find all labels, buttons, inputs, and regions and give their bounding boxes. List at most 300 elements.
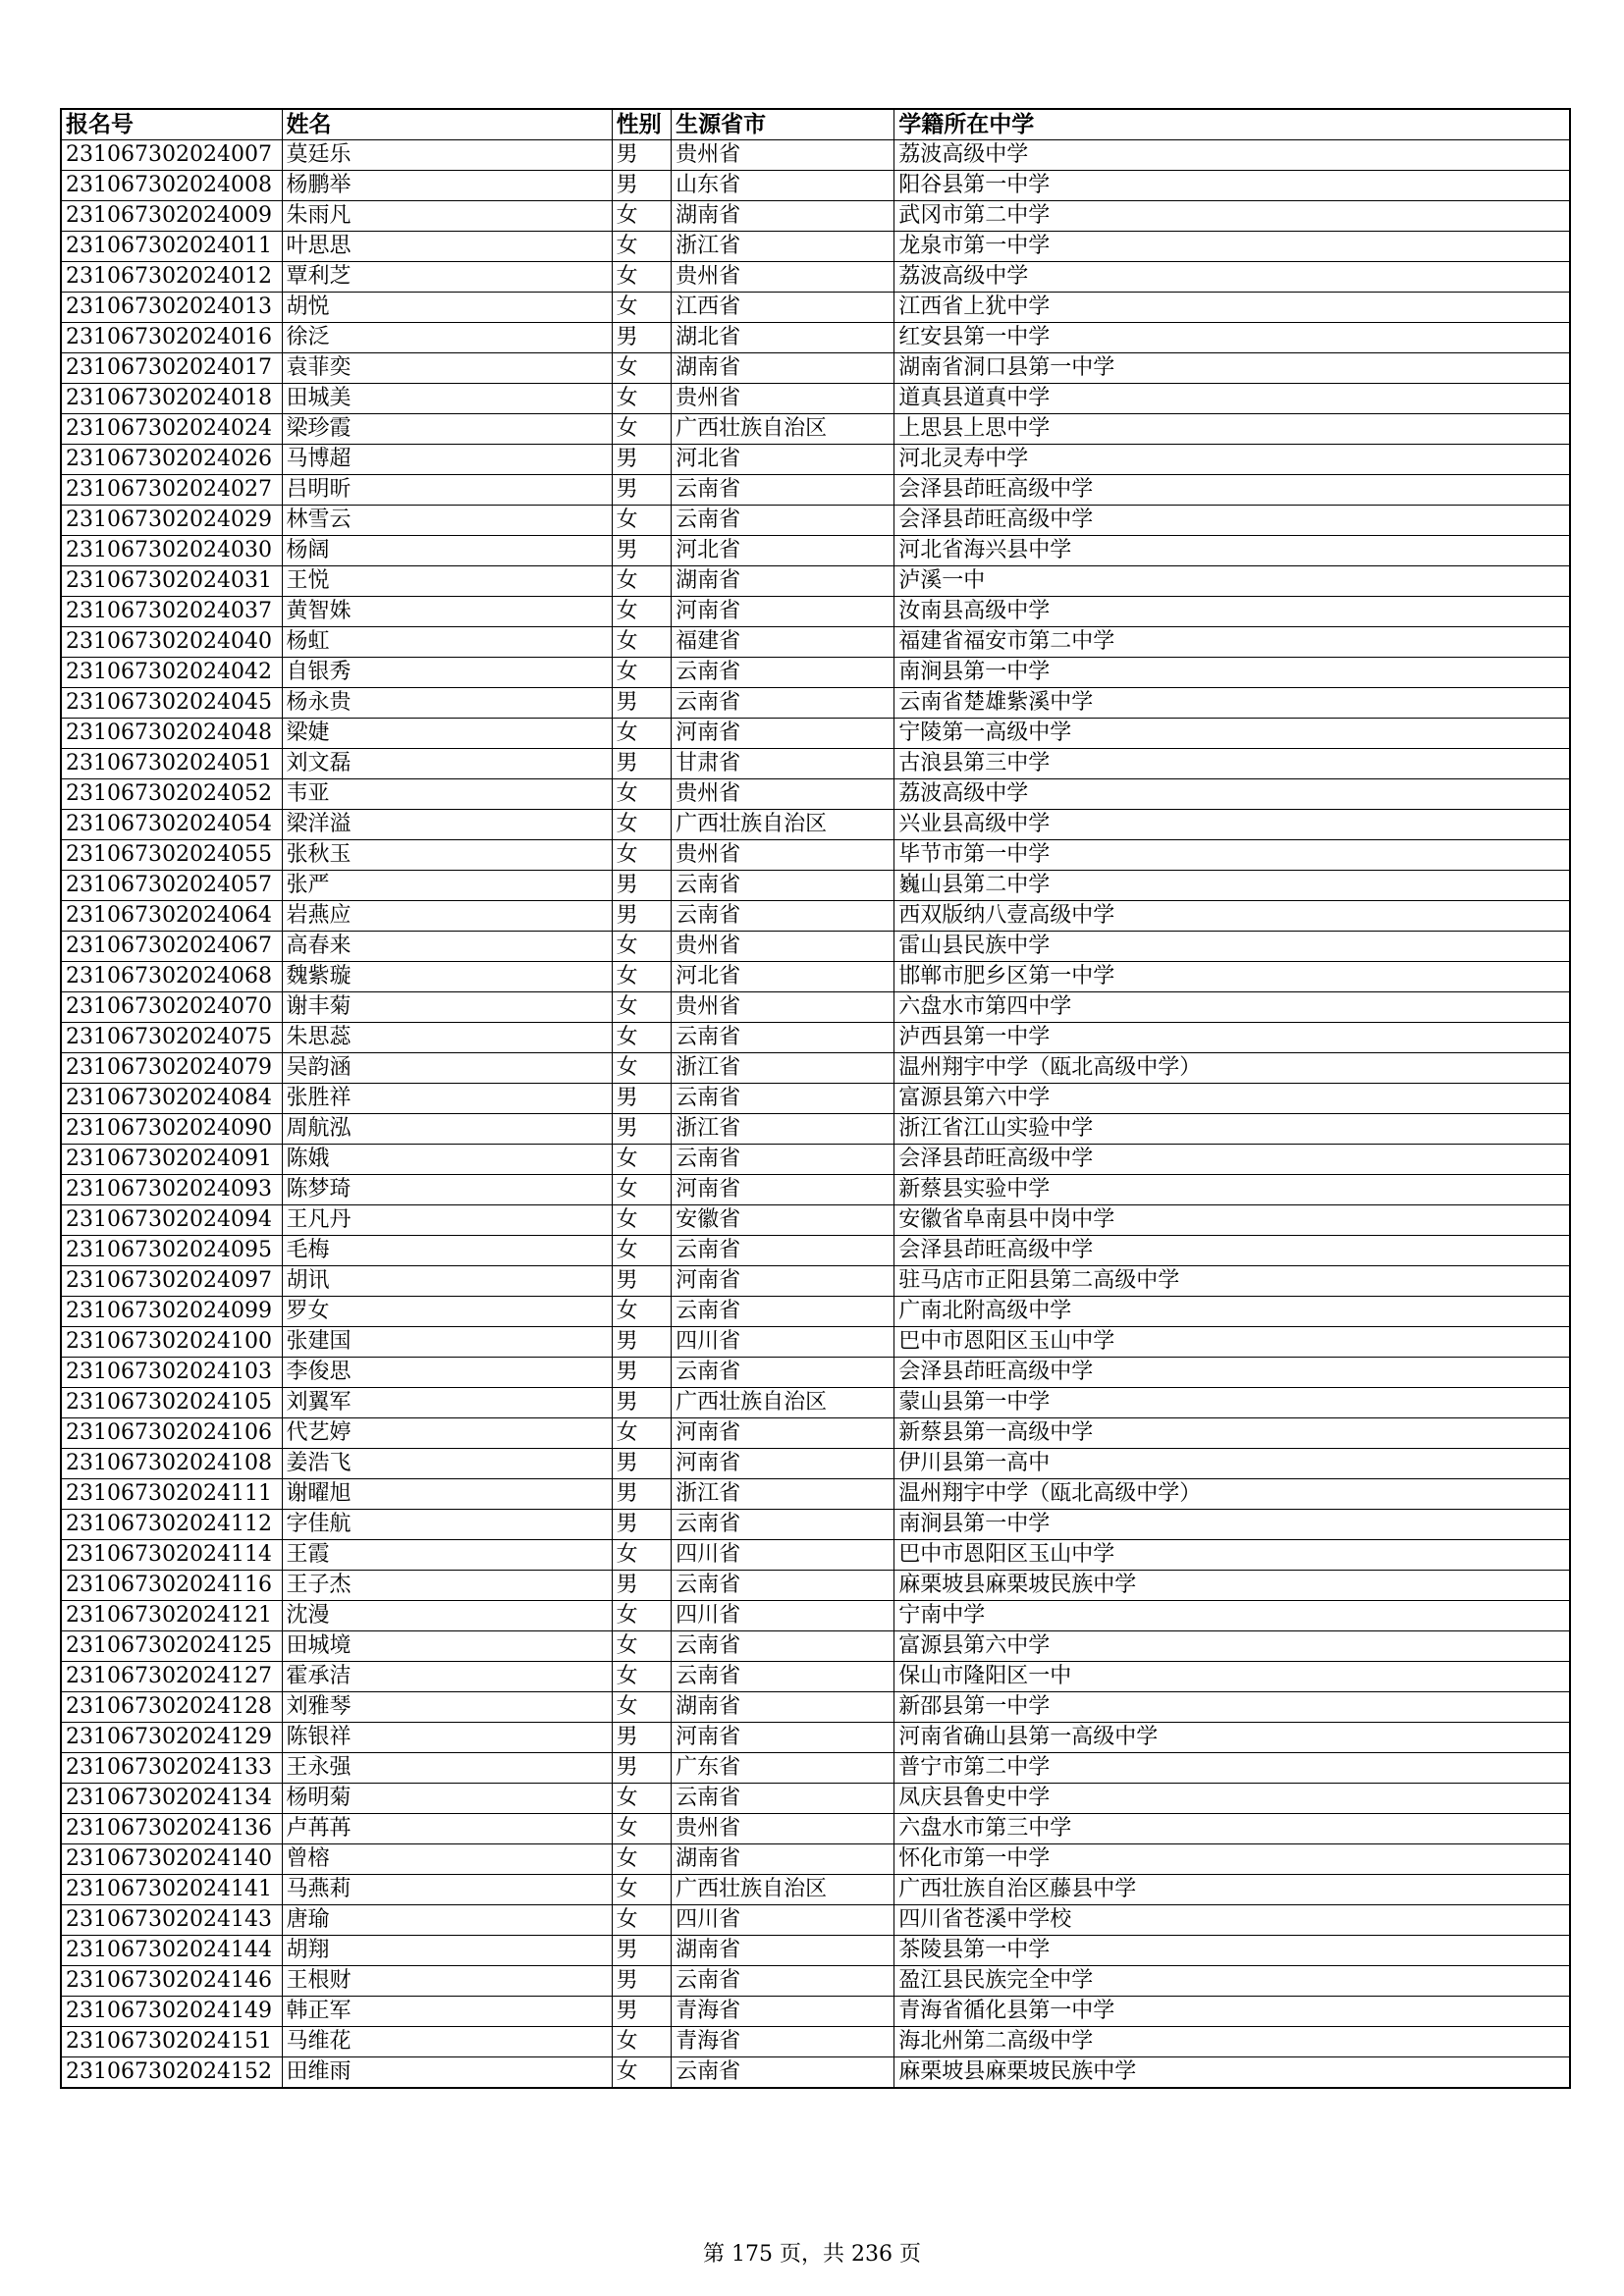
table-row — [61, 1662, 1570, 1692]
table-row — [61, 719, 1570, 749]
gender-cell: 女 — [612, 840, 672, 871]
name-cell: 吴韵涵 — [282, 1053, 612, 1084]
high-school-cell: 上思县上思中学 — [894, 414, 1570, 445]
high-school-cell: 浙江省江山实验中学 — [894, 1114, 1570, 1145]
origin-province-cell: 河南省 — [672, 1449, 894, 1479]
name-cell: 字佳航 — [282, 1510, 612, 1540]
gender-cell: 男 — [612, 1388, 672, 1418]
gender-cell: 女 — [612, 1023, 672, 1053]
gender-cell: 女 — [612, 2027, 672, 2057]
table-row — [61, 1205, 1570, 1236]
table-row — [61, 992, 1570, 1023]
gender-cell: 女 — [612, 1205, 672, 1236]
high-school-cell: 海北州第二高级中学 — [894, 2027, 1570, 2057]
table-row — [61, 840, 1570, 871]
name-cell: 袁菲奕 — [282, 353, 612, 384]
table-row — [61, 506, 1570, 536]
origin-province-cell: 河南省 — [672, 1418, 894, 1449]
gender-cell: 女 — [612, 992, 672, 1023]
high-school-cell: 毕节市第一中学 — [894, 840, 1570, 871]
page-footer: 第 175 页，共 236 页 — [703, 2242, 921, 2267]
registration-number-cell: 231067302024144 — [61, 1936, 282, 1966]
origin-province-cell: 广东省 — [672, 1753, 894, 1784]
high-school-cell: 泸溪一中 — [894, 566, 1570, 597]
table-row — [61, 1966, 1570, 1997]
table-row — [61, 414, 1570, 445]
table-row — [61, 1540, 1570, 1571]
table-row — [61, 871, 1570, 901]
table-row — [61, 597, 1570, 627]
table-row — [61, 627, 1570, 658]
registration-number-cell: 231067302024133 — [61, 1753, 282, 1784]
gender-cell: 女 — [612, 1540, 672, 1571]
table-row — [61, 475, 1570, 506]
high-school-cell: 泸西县第一中学 — [894, 1023, 1570, 1053]
high-school-cell: 道真县道真中学 — [894, 384, 1570, 414]
origin-province-cell: 广西壮族自治区 — [672, 810, 894, 840]
high-school-cell: 安徽省阜南县中岗中学 — [894, 1205, 1570, 1236]
registration-number-cell: 231067302024009 — [61, 201, 282, 232]
registration-number-cell: 231067302024100 — [61, 1327, 282, 1358]
origin-province-cell: 云南省 — [672, 1571, 894, 1601]
origin-province-cell: 浙江省 — [672, 1053, 894, 1084]
origin-province-cell: 云南省 — [672, 1236, 894, 1266]
origin-province-cell: 云南省 — [672, 688, 894, 719]
table-row — [61, 932, 1570, 962]
registration-number-cell: 231067302024048 — [61, 719, 282, 749]
origin-province-cell: 河南省 — [672, 1723, 894, 1753]
registration-number-cell: 231067302024024 — [61, 414, 282, 445]
gender-cell: 男 — [612, 1966, 672, 1997]
table-body — [61, 140, 1570, 2089]
origin-province-cell: 贵州省 — [672, 140, 894, 171]
table-row — [61, 901, 1570, 932]
gender-cell: 女 — [612, 262, 672, 293]
origin-province-cell: 云南省 — [672, 1145, 894, 1175]
registration-number-cell: 231067302024097 — [61, 1266, 282, 1297]
table-row — [61, 232, 1570, 262]
origin-province-cell: 云南省 — [672, 1784, 894, 1814]
origin-province-cell: 湖南省 — [672, 1936, 894, 1966]
registration-number-cell: 231067302024011 — [61, 232, 282, 262]
gender-cell: 女 — [612, 353, 672, 384]
origin-province-cell: 江西省 — [672, 293, 894, 323]
admission-list-table-container — [60, 108, 1571, 2089]
name-cell: 王永强 — [282, 1753, 612, 1784]
name-cell: 韩正军 — [282, 1997, 612, 2027]
high-school-cell: 蒙山县第一中学 — [894, 1388, 1570, 1418]
registration-number-cell: 231067302024016 — [61, 323, 282, 353]
registration-number-cell: 231067302024030 — [61, 536, 282, 566]
header-high-school: 学籍所在中学 — [894, 109, 1570, 140]
gender-cell: 男 — [612, 1358, 672, 1388]
origin-province-cell: 广西壮族自治区 — [672, 1388, 894, 1418]
gender-cell: 女 — [612, 293, 672, 323]
gender-cell: 女 — [612, 232, 672, 262]
table-row — [61, 1145, 1570, 1175]
origin-province-cell: 云南省 — [672, 506, 894, 536]
origin-province-cell: 河北省 — [672, 536, 894, 566]
gender-cell: 男 — [612, 1449, 672, 1479]
registration-number-cell: 231067302024121 — [61, 1601, 282, 1631]
origin-province-cell: 贵州省 — [672, 932, 894, 962]
name-cell: 代艺婷 — [282, 1418, 612, 1449]
name-cell: 刘文磊 — [282, 749, 612, 779]
admission-list-table — [60, 108, 1571, 2089]
gender-cell: 女 — [612, 566, 672, 597]
high-school-cell: 新蔡县实验中学 — [894, 1175, 1570, 1205]
high-school-cell: 伊川县第一高中 — [894, 1449, 1570, 1479]
high-school-cell: 新邵县第一中学 — [894, 1692, 1570, 1723]
table-row — [61, 658, 1570, 688]
name-cell: 陈梦琦 — [282, 1175, 612, 1205]
name-cell: 王子杰 — [282, 1571, 612, 1601]
origin-province-cell: 河北省 — [672, 445, 894, 475]
gender-cell: 男 — [612, 323, 672, 353]
registration-number-cell: 231067302024149 — [61, 1997, 282, 2027]
name-cell: 梁珍霞 — [282, 414, 612, 445]
origin-province-cell: 云南省 — [672, 1510, 894, 1540]
name-cell: 张胜祥 — [282, 1084, 612, 1114]
high-school-cell: 青海省循化县第一中学 — [894, 1997, 1570, 2027]
origin-province-cell: 河南省 — [672, 1175, 894, 1205]
gender-cell: 男 — [612, 1479, 672, 1510]
name-cell: 林雪云 — [282, 506, 612, 536]
origin-province-cell: 云南省 — [672, 1023, 894, 1053]
registration-number-cell: 231067302024106 — [61, 1418, 282, 1449]
high-school-cell: 会泽县茚旺高级中学 — [894, 1145, 1570, 1175]
registration-number-cell: 231067302024093 — [61, 1175, 282, 1205]
gender-cell: 男 — [612, 1723, 672, 1753]
gender-cell: 女 — [612, 1875, 672, 1905]
table-row — [61, 171, 1570, 201]
name-cell: 姜浩飞 — [282, 1449, 612, 1479]
gender-cell: 男 — [612, 536, 672, 566]
table-row — [61, 962, 1570, 992]
name-cell: 徐泛 — [282, 323, 612, 353]
header-gender: 性别 — [612, 109, 672, 140]
registration-number-cell: 231067302024105 — [61, 1388, 282, 1418]
registration-number-cell: 231067302024129 — [61, 1723, 282, 1753]
table-row — [61, 1997, 1570, 2027]
registration-number-cell: 231067302024091 — [61, 1145, 282, 1175]
origin-province-cell: 四川省 — [672, 1540, 894, 1571]
registration-number-cell: 231067302024116 — [61, 1571, 282, 1601]
origin-province-cell: 湖南省 — [672, 566, 894, 597]
registration-number-cell: 231067302024026 — [61, 445, 282, 475]
gender-cell: 女 — [612, 201, 672, 232]
high-school-cell: 荔波高级中学 — [894, 262, 1570, 293]
registration-number-cell: 231067302024095 — [61, 1236, 282, 1266]
origin-province-cell: 云南省 — [672, 1084, 894, 1114]
high-school-cell: 阳谷县第一中学 — [894, 171, 1570, 201]
registration-number-cell: 231067302024136 — [61, 1814, 282, 1844]
name-cell: 王悦 — [282, 566, 612, 597]
origin-province-cell: 湖南省 — [672, 201, 894, 232]
name-cell: 张建国 — [282, 1327, 612, 1358]
gender-cell: 男 — [612, 1327, 672, 1358]
high-school-cell: 富源县第六中学 — [894, 1084, 1570, 1114]
name-cell: 梁婕 — [282, 719, 612, 749]
gender-cell: 男 — [612, 1997, 672, 2027]
table-row — [61, 1936, 1570, 1966]
origin-province-cell: 云南省 — [672, 1358, 894, 1388]
name-cell: 曾榕 — [282, 1844, 612, 1875]
name-cell: 周航泓 — [282, 1114, 612, 1145]
high-school-cell: 湖南省洞口县第一中学 — [894, 353, 1570, 384]
high-school-cell: 巍山县第二中学 — [894, 871, 1570, 901]
origin-province-cell: 四川省 — [672, 1601, 894, 1631]
origin-province-cell: 浙江省 — [672, 1479, 894, 1510]
gender-cell: 女 — [612, 1175, 672, 1205]
registration-number-cell: 231067302024051 — [61, 749, 282, 779]
origin-province-cell: 云南省 — [672, 871, 894, 901]
origin-province-cell: 云南省 — [672, 901, 894, 932]
high-school-cell: 云南省楚雄紫溪中学 — [894, 688, 1570, 719]
high-school-cell: 麻栗坡县麻栗坡民族中学 — [894, 1571, 1570, 1601]
high-school-cell: 怀化市第一中学 — [894, 1844, 1570, 1875]
name-cell: 王凡丹 — [282, 1205, 612, 1236]
table-row — [61, 566, 1570, 597]
high-school-cell: 南涧县第一中学 — [894, 1510, 1570, 1540]
name-cell: 朱雨凡 — [282, 201, 612, 232]
name-cell: 胡讯 — [282, 1266, 612, 1297]
high-school-cell: 西双版纳八壹高级中学 — [894, 901, 1570, 932]
table-row — [61, 1844, 1570, 1875]
gender-cell: 男 — [612, 871, 672, 901]
name-cell: 杨鹏举 — [282, 171, 612, 201]
name-cell: 杨明菊 — [282, 1784, 612, 1814]
table-row — [61, 779, 1570, 810]
origin-province-cell: 青海省 — [672, 2027, 894, 2057]
registration-number-cell: 231067302024045 — [61, 688, 282, 719]
registration-number-cell: 231067302024040 — [61, 627, 282, 658]
high-school-cell: 巴中市恩阳区玉山中学 — [894, 1540, 1570, 1571]
high-school-cell: 普宁市第二中学 — [894, 1753, 1570, 1784]
high-school-cell: 茶陵县第一中学 — [894, 1936, 1570, 1966]
table-row — [61, 1418, 1570, 1449]
origin-province-cell: 贵州省 — [672, 384, 894, 414]
high-school-cell: 汝南县高级中学 — [894, 597, 1570, 627]
high-school-cell: 南涧县第一中学 — [894, 658, 1570, 688]
table-row — [61, 2027, 1570, 2057]
table-row — [61, 1784, 1570, 1814]
gender-cell: 女 — [612, 779, 672, 810]
registration-number-cell: 231067302024079 — [61, 1053, 282, 1084]
name-cell: 毛梅 — [282, 1236, 612, 1266]
table-row — [61, 293, 1570, 323]
high-school-cell: 宁南中学 — [894, 1601, 1570, 1631]
high-school-cell: 盈江县民族完全中学 — [894, 1966, 1570, 1997]
origin-province-cell: 广西壮族自治区 — [672, 1875, 894, 1905]
gender-cell: 男 — [612, 1114, 672, 1145]
registration-number-cell: 231067302024128 — [61, 1692, 282, 1723]
table-row — [61, 323, 1570, 353]
high-school-cell: 会泽县茚旺高级中学 — [894, 506, 1570, 536]
origin-province-cell: 云南省 — [672, 1297, 894, 1327]
gender-cell: 男 — [612, 1753, 672, 1784]
registration-number-cell: 231067302024108 — [61, 1449, 282, 1479]
table-row — [61, 2057, 1570, 2089]
origin-province-cell: 浙江省 — [672, 232, 894, 262]
high-school-cell: 六盘水市第三中学 — [894, 1814, 1570, 1844]
registration-number-cell: 231067302024112 — [61, 1510, 282, 1540]
gender-cell: 女 — [612, 1844, 672, 1875]
gender-cell: 女 — [612, 810, 672, 840]
table-row — [61, 1297, 1570, 1327]
gender-cell: 女 — [612, 1236, 672, 1266]
registration-number-cell: 231067302024141 — [61, 1875, 282, 1905]
name-cell: 张严 — [282, 871, 612, 901]
name-cell: 王霞 — [282, 1540, 612, 1571]
table-row — [61, 1358, 1570, 1388]
origin-province-cell: 贵州省 — [672, 1814, 894, 1844]
gender-cell: 女 — [612, 2057, 672, 2089]
table-row — [61, 1023, 1570, 1053]
registration-number-cell: 231067302024064 — [61, 901, 282, 932]
registration-number-cell: 231067302024031 — [61, 566, 282, 597]
high-school-cell: 凤庆县鲁史中学 — [894, 1784, 1570, 1814]
gender-cell: 女 — [612, 597, 672, 627]
registration-number-cell: 231067302024127 — [61, 1662, 282, 1692]
origin-province-cell: 云南省 — [672, 1631, 894, 1662]
header-name: 姓名 — [282, 109, 612, 140]
registration-number-cell: 231067302024029 — [61, 506, 282, 536]
origin-province-cell: 河南省 — [672, 719, 894, 749]
name-cell: 黄智姝 — [282, 597, 612, 627]
high-school-cell: 荔波高级中学 — [894, 779, 1570, 810]
name-cell: 谢曜旭 — [282, 1479, 612, 1510]
gender-cell: 男 — [612, 749, 672, 779]
name-cell: 田维雨 — [282, 2057, 612, 2089]
origin-province-cell: 山东省 — [672, 171, 894, 201]
high-school-cell: 邯郸市肥乡区第一中学 — [894, 962, 1570, 992]
table-row — [61, 1753, 1570, 1784]
name-cell: 卢苒苒 — [282, 1814, 612, 1844]
high-school-cell: 武冈市第二中学 — [894, 201, 1570, 232]
name-cell: 刘雅琴 — [282, 1692, 612, 1723]
registration-number-cell: 231067302024013 — [61, 293, 282, 323]
name-cell: 陈银祥 — [282, 1723, 612, 1753]
registration-number-cell: 231067302024090 — [61, 1114, 282, 1145]
name-cell: 王根财 — [282, 1966, 612, 1997]
registration-number-cell: 231067302024052 — [61, 779, 282, 810]
high-school-cell: 江西省上犹中学 — [894, 293, 1570, 323]
origin-province-cell: 河北省 — [672, 962, 894, 992]
name-cell: 陈娥 — [282, 1145, 612, 1175]
gender-cell: 女 — [612, 932, 672, 962]
name-cell: 杨虹 — [282, 627, 612, 658]
table-row — [61, 262, 1570, 293]
registration-number-cell: 231067302024146 — [61, 1966, 282, 1997]
high-school-cell: 兴业县高级中学 — [894, 810, 1570, 840]
gender-cell: 男 — [612, 140, 672, 171]
table-row — [61, 1814, 1570, 1844]
origin-province-cell: 云南省 — [672, 1662, 894, 1692]
table-row — [61, 1084, 1570, 1114]
high-school-cell: 河北灵寿中学 — [894, 445, 1570, 475]
name-cell: 霍承洁 — [282, 1662, 612, 1692]
origin-province-cell: 云南省 — [672, 1966, 894, 1997]
high-school-cell: 红安县第一中学 — [894, 323, 1570, 353]
gender-cell: 女 — [612, 1662, 672, 1692]
name-cell: 胡悦 — [282, 293, 612, 323]
table-header-row — [61, 109, 1570, 140]
name-cell: 杨阔 — [282, 536, 612, 566]
gender-cell: 女 — [612, 1905, 672, 1936]
table-row — [61, 1723, 1570, 1753]
high-school-cell: 保山市隆阳区一中 — [894, 1662, 1570, 1692]
name-cell: 吕明昕 — [282, 475, 612, 506]
registration-number-cell: 231067302024008 — [61, 171, 282, 201]
origin-province-cell: 贵州省 — [672, 992, 894, 1023]
gender-cell: 男 — [612, 901, 672, 932]
table-row — [61, 688, 1570, 719]
table-row — [61, 1114, 1570, 1145]
name-cell: 唐瑜 — [282, 1905, 612, 1936]
high-school-cell: 雷山县民族中学 — [894, 932, 1570, 962]
gender-cell: 女 — [612, 1145, 672, 1175]
name-cell: 刘翼军 — [282, 1388, 612, 1418]
name-cell: 张秋玉 — [282, 840, 612, 871]
name-cell: 高春来 — [282, 932, 612, 962]
gender-cell: 女 — [612, 1814, 672, 1844]
registration-number-cell: 231067302024057 — [61, 871, 282, 901]
high-school-cell: 麻栗坡县麻栗坡民族中学 — [894, 2057, 1570, 2089]
origin-province-cell: 河南省 — [672, 597, 894, 627]
name-cell: 魏紫璇 — [282, 962, 612, 992]
table-row — [61, 353, 1570, 384]
gender-cell: 女 — [612, 384, 672, 414]
name-cell: 朱思蕊 — [282, 1023, 612, 1053]
gender-cell: 女 — [612, 962, 672, 992]
name-cell: 李俊思 — [282, 1358, 612, 1388]
high-school-cell: 温州翔宇中学（瓯北高级中学） — [894, 1479, 1570, 1510]
registration-number-cell: 231067302024125 — [61, 1631, 282, 1662]
name-cell: 胡翔 — [282, 1936, 612, 1966]
name-cell: 田城美 — [282, 384, 612, 414]
registration-number-cell: 231067302024055 — [61, 840, 282, 871]
gender-cell: 男 — [612, 1266, 672, 1297]
gender-cell: 女 — [612, 1631, 672, 1662]
gender-cell: 女 — [612, 506, 672, 536]
table-row — [61, 1175, 1570, 1205]
registration-number-cell: 231067302024143 — [61, 1905, 282, 1936]
high-school-cell: 温州翔宇中学（瓯北高级中学） — [894, 1053, 1570, 1084]
table-row — [61, 1510, 1570, 1540]
origin-province-cell: 青海省 — [672, 1997, 894, 2027]
table-row — [61, 1571, 1570, 1601]
name-cell: 马博超 — [282, 445, 612, 475]
high-school-cell: 巴中市恩阳区玉山中学 — [894, 1327, 1570, 1358]
registration-number-cell: 231067302024067 — [61, 932, 282, 962]
name-cell: 罗女 — [282, 1297, 612, 1327]
table-row — [61, 1601, 1570, 1631]
high-school-cell: 广西壮族自治区藤县中学 — [894, 1875, 1570, 1905]
high-school-cell: 古浪县第三中学 — [894, 749, 1570, 779]
gender-cell: 女 — [612, 627, 672, 658]
origin-province-cell: 贵州省 — [672, 779, 894, 810]
registration-number-cell: 231067302024152 — [61, 2057, 282, 2089]
registration-number-cell: 231067302024075 — [61, 1023, 282, 1053]
gender-cell: 男 — [612, 1936, 672, 1966]
name-cell: 杨永贵 — [282, 688, 612, 719]
registration-number-cell: 231067302024111 — [61, 1479, 282, 1510]
high-school-cell: 六盘水市第四中学 — [894, 992, 1570, 1023]
origin-province-cell: 浙江省 — [672, 1114, 894, 1145]
table-row — [61, 1479, 1570, 1510]
registration-number-cell: 231067302024134 — [61, 1784, 282, 1814]
